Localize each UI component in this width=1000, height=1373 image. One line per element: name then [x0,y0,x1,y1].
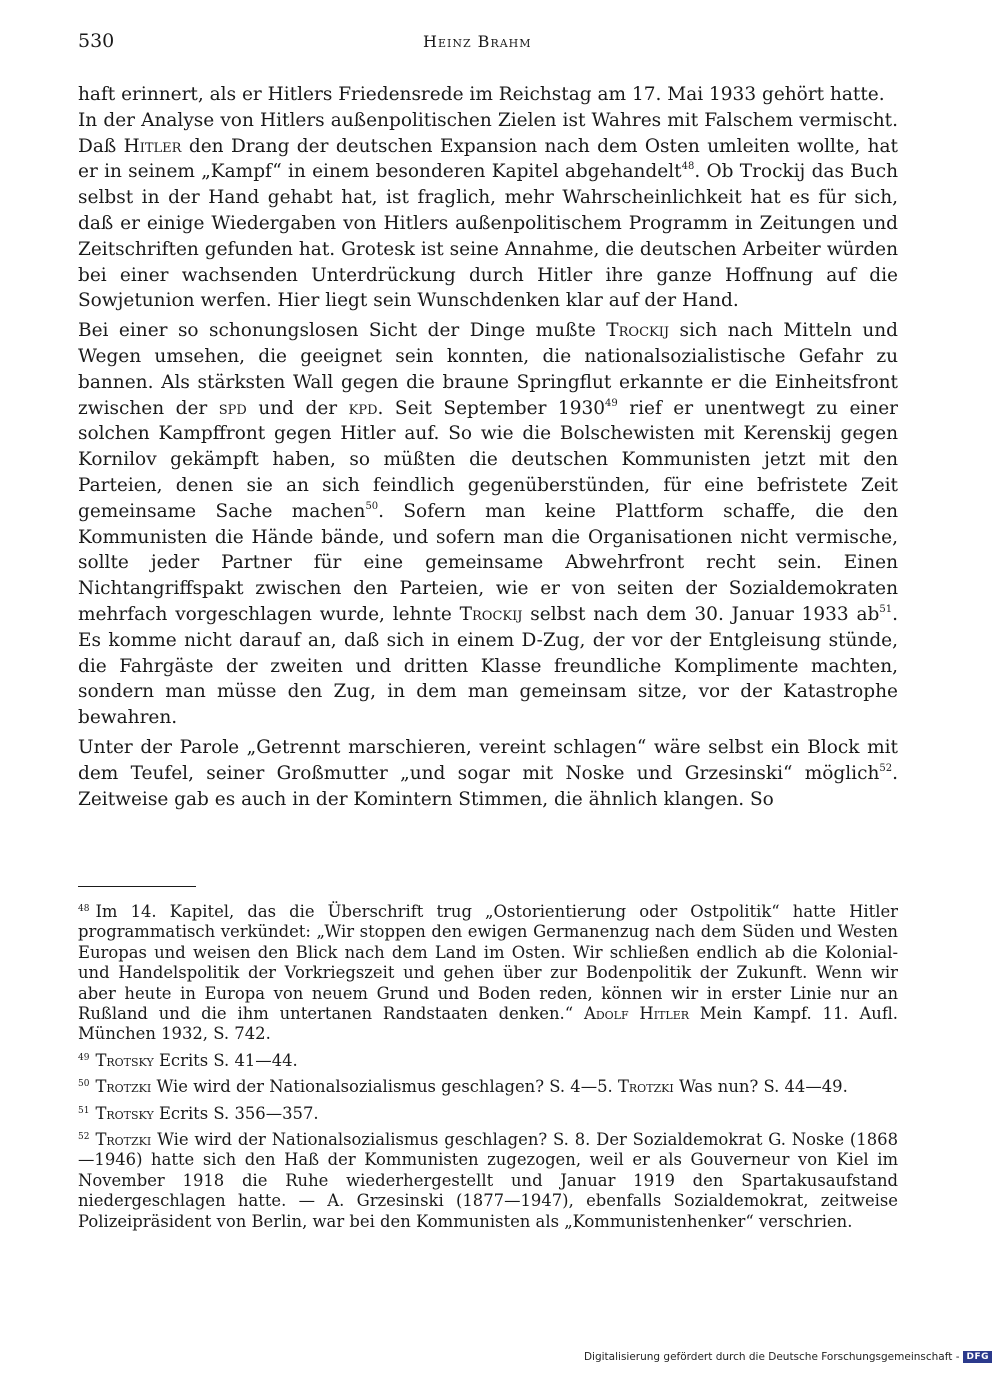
footnote-ref: 50 [365,500,379,512]
text-run: Ecrits S. 356—357. [153,1103,319,1123]
footnote-ref: 49 [605,397,618,409]
text-run: Bei einer so schonungslosen Sicht der Dinge mußte [78,320,607,342]
footnote-ref: 52 [879,762,893,774]
party-abbrev: spd [218,397,247,419]
author-name: Trotzki [95,1077,152,1097]
text-run: . Zeitweise gab es auch in der Komintern Stimmen, die ähnlich klangen. So [78,762,898,810]
text-run: haft erinnert, als er Hitlers Friedensrede im Reichstag am 17. Mai 1933 gehört hatte. [78,84,885,105]
footnote-ref: 48 [681,161,695,173]
author-name: Trotzki [95,1130,152,1150]
footnote-49 [78,1051,898,1071]
author-name: Adolf Hitler [583,1004,690,1024]
text-run: Wie wird der Nationalsozialismus geschlagen? S. 8. Der Sozialdemokrat G. Noske (1868—1946) hatte sich den Haß der Kommunisten zugezogen, weil er als Gouverneur von Kiel im November 1918 die Ruhe wiederhergestellt und Januar 1919 den Spartakusaufstand niedergeschlagen hatte. — A. Grzesinski (1877—1947), ebenfalls Sozialdemokrat, zeitweise Polizeipräsident von Berlin, war bei den Kommunisten als „Kommunistenhenker“ verschrien. [78,1130,898,1231]
text-run: Im 14. Kapitel, das die Überschrift trug „Ostorientierung oder Ostpolitik“ hatte Hitler programmatisch verkündet: „Wir stoppen den ewigen Germanenzug nach dem Süden und Westen Europas und weisen den Blick nach dem Land im Osten. Wir schließen endlich ab die Kolonial- und Handelspolitik der Vorkriegszeit und gehen über zur Bodenpolitik der Zukunft. Wenn wir aber heute in Europa von neuem Grund und Boden reden, können wir in erster Linie nur an Rußland und die ihm untertanen Randstaaten denken.“ [78,902,898,1024]
footnote-51 [78,1104,898,1124]
text-run: Mein Kampf. 11. Aufl. München 1932, S. 742. [78,1004,898,1044]
footnote-50 [78,1077,898,1097]
footnote-52 [78,1130,898,1232]
text-run: . Sofern man keine Plattform schaffe, die den Kommunisten die Hände bände, und sofern man die Organisationen nicht vermische, sollte jeder Partner für eine gemeinsame Abwehrfront recht sein. Einen Nichtangriffspakt zwischen den Parteien, wie er von seiten der Sozialdemokraten mehrfach vorgeschlagen wurde, lehnte [78,500,898,625]
dfg-logo: DFG [963,1351,992,1363]
main-text [78,82,898,812]
paragraph [78,108,898,314]
text-run: . Es komme nicht darauf an, daß sich in einem D-Zug, der vor der Entgleisung stünde, die Fahrgäste der zweiten und dritten Klasse freundliche Komplimente machten, sondern man müsse den Zug, in dem man gemeinsam sitze, vor der Katastrophe bewahren. [78,603,898,729]
text-run: . Ob Trockij das Buch selbst in der Hand gehabt hat, ist fraglich, mehr Wahrscheinlichkeit hat es für sich, daß er einige Wiedergaben von Hitlers außenpolitischem Programm in Zeitungen und Zeitschriften gefunden hat. Grotesk ist seine Annahme, die deutschen Arbeiter würden bei einer wachsenden Unterdrückung durch Hitler ihre ganze Hoffnung auf die Sowjetunion werfen. Hier liegt sein Wunschdenken klar auf der Hand. [78,161,898,312]
text-run: sich nach Mitteln und Wegen umsehen, die geeignet sein konnten, die nationalsozialistische Gefahr zu bannen. Als stärksten Wall gegen die braune Springflut erkannte er die Einheitsfront zwischen der [78,320,898,419]
footnote-ref: 51 [879,603,893,615]
running-head: Heinz Brahm [423,32,532,51]
footnote-number: 50 [78,1079,90,1090]
author-name: Hitler [123,135,182,157]
text-run: Unter der Parole „Getrennt marschieren, vereint schlagen“ wäre selbst ein Block mit dem Teufel, seiner Großmutter „und sogar mit Noske und Grzesinski“ möglich [78,736,898,784]
text-run: und der [246,397,349,419]
paragraph [78,318,898,731]
footer-text: Digitalisierung gefördert durch die Deutsche Forschungsgemeinschaft - [583,1351,960,1363]
footnote-48 [78,902,898,1045]
text-run: den Drang der deutschen Expansion nach dem Osten umleiten wollte, hat er in seinem „Kampf“ in einem besonderen Kapitel abgehandelt [78,135,898,183]
page-header [78,30,898,60]
text-run: In der Analyse von Hitlers außenpolitischen Zielen ist Wahres mit Falschem vermischt. Daß [78,109,898,157]
text-run: selbst nach dem 30. Januar 1933 ab [522,603,880,625]
author-name: Trockij [606,320,670,342]
author-name: Trotsky [95,1050,154,1070]
footnote-number: 49 [78,1052,90,1063]
footnotes [78,902,898,1238]
author-name: Trockij [459,603,523,625]
text-run: rief er unentwegt zu einer solchen Kampffront gegen Hitler auf. So wie die Bolschewisten mit Kerenskij gegen Kornilov gekämpft haben, so müßten die deutschen Kommunisten jetzt mit den Parteien, denen sie an sich feindlich gegenüberstünden, für eine befristete Zeit gemeinsame Sache machen [78,397,899,522]
footnote-divider [78,886,196,887]
text-run: . Seit September 1930 [377,397,606,419]
text-run: Wie wird der Nationalsozialismus geschlagen? S. 4—5. [151,1077,618,1097]
digitization-footer [584,1351,992,1363]
text-run: Was nun? S. 44—49. [673,1077,848,1097]
author-name: Trotzki [617,1077,674,1097]
author-name: Trotsky [95,1103,154,1123]
paragraph [78,735,898,812]
party-abbrev: kpd [348,397,378,419]
footnote-number: 51 [78,1105,90,1116]
text-run: Ecrits S. 41—44. [153,1050,298,1070]
footnote-number: 48 [78,904,90,914]
page-number: 530 [78,30,115,52]
footnote-number: 52 [78,1132,90,1143]
paragraph [78,82,898,108]
